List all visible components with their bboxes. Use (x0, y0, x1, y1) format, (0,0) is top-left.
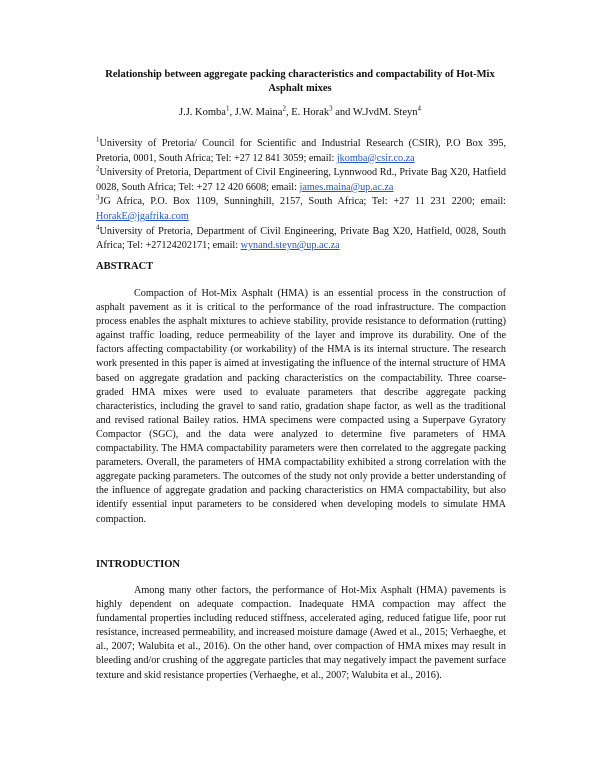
affiliation-mark: 3 (96, 193, 100, 202)
abstract-heading: ABSTRACT (96, 261, 154, 272)
affiliation-text: University of Pretoria, Department of Civil Engineering, Private Bag X20, Hatfield, 0028, South Africa; Tel: +27124202171; email: (96, 225, 506, 252)
affiliation-text: JG Africa, P.O. Box 1109, Sunninghill, 2157, South Africa; Tel: +27 11 231 2200; email: (99, 196, 506, 208)
author-affiliation-mark: 1 (225, 104, 230, 113)
paper-title: Relationship between aggregate packing characteristics and compactability of Hot-Mix Asphalt mixes (105, 69, 495, 94)
author-name: E. Horak (291, 107, 330, 118)
author-affiliation-mark: 4 (417, 104, 421, 113)
author-separator: , (229, 107, 235, 118)
author-separator: and (332, 107, 353, 118)
author-list (95, 106, 505, 120)
author-name: J.J. Komba (178, 107, 226, 118)
author-affiliation-mark: 2 (282, 104, 286, 113)
affiliation-mark: 2 (96, 164, 100, 173)
affiliation-entry (96, 195, 506, 224)
introduction-heading: INTRODUCTION (96, 559, 181, 570)
affiliation-entry (96, 137, 506, 166)
introduction-paragraph: Among many other factors, the performance of Hot-Mix Asphalt (HMA) pavements is highly dependent on adequate compaction. Inadequate HMA compaction may affect the fundamental properties including reduced stiffness, accelerated aging, reduced fatigue life, poor rut resistance, increased permeability, and increased moisture damage (Awed et al., 2015; Verhaeghe, et al., 2007; Walubita et al., 2016). On the other hand, over compaction of HMA mixes may result in bleeding and/or crushing of the aggregate particles that may negatively impact the pavement surface texture and skid resistance properties (Verhaeghe, et al., 2007; Walubita et al., 2016). (96, 585, 506, 681)
affiliation-text: University of Pretoria/ Council for Scientific and Industrial Research (CSIR), P.O Box 395, Pretoria, 0001, South Africa; Tel: +27 12 841 3059; email: (96, 138, 506, 164)
email-link[interactable]: james.maina@up.ac.za (299, 181, 394, 193)
affiliation-mark: 4 (96, 223, 100, 232)
affiliation-entry (96, 166, 506, 195)
email-link[interactable]: wynand.steyn@up.ac.za (240, 240, 340, 252)
email-link[interactable]: HorakE@jgafrika.com (96, 210, 189, 222)
affiliation-list (96, 137, 506, 254)
affiliation-text: University of Pretoria, Department of Civil Engineering, Lynnwood Rd., Private Bag X20, Hatfield 0028, South Africa; Tel: +27 12 420 6608; email: (96, 167, 506, 193)
author-separator: , (285, 107, 292, 118)
affiliation-mark: 1 (96, 135, 100, 144)
abstract-paragraph: Compaction of Hot-Mix Asphalt (HMA) is an essential process in the construction of asphalt pavement as it is critical to the performance of the road infrastructure. The compaction process enables the asphalt mixtures to achieve stability, provide resistance to deformation (rutting) against traffic loading, reduce permeability of the layer and improve its durability. One of the factors affecting compactability (or workability) of the HMA is its internal structure. The research work presented in this paper is aimed at investigating the influence of the internal structure of HMA based on aggregate gradation and packing characteristics on the compactability. Three coarse-graded HMA mixes were used to evaluate parameters that describe aggregate packing characteristics, including the gravel to sand ratio, gradation shape factor, as well as the traditional and revised rational Bailey ratios. HMA specimens were compacted using a Superpave Gyratory Compactor (SGC), and the data were analyzed to determine five parameters of HMA compactability. The HMA compactability parameters were then correlated to the aggregate packing parameters. Overall, the parameters of HMA compactability exhibited a strong correlation with the aggregate packing parameters. The outcomes of the study not only provide a better understanding of the influence of aggregate gradation and packing characteristics on HMA compactability, but also identify essential input parameters to be considered when developing models to simulate HMA compaction. (96, 288, 506, 525)
affiliation-entry (96, 225, 506, 254)
author-affiliation-mark: 3 (329, 104, 333, 113)
author-name: J.W. Maina (234, 107, 283, 118)
email-link[interactable]: jkomba@csir.co.za (336, 152, 415, 164)
author-name: W.JvdM. Steyn (352, 107, 418, 118)
